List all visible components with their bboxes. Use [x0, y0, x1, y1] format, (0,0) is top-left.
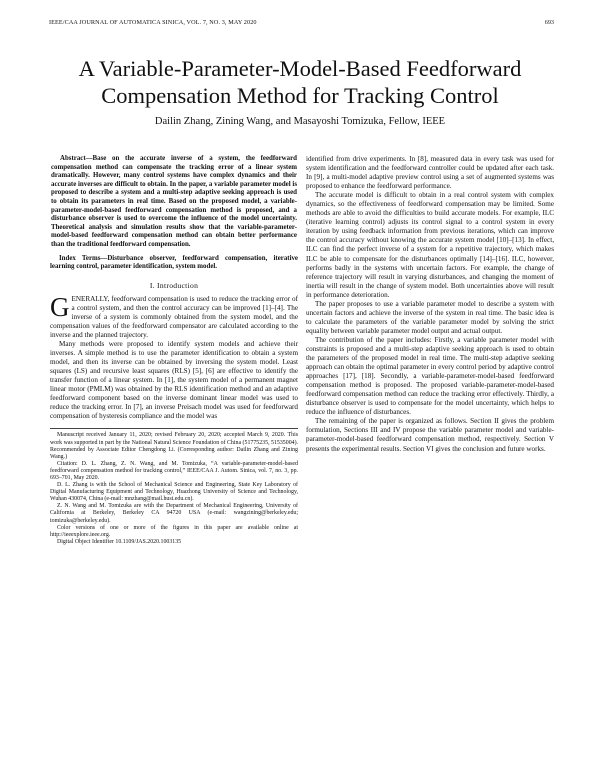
right-column — [306, 155, 554, 454]
footnotes — [50, 428, 298, 546]
left-column — [50, 155, 298, 546]
footnote-affiliation-1: D. L. Zhang is with the School of Mechanical Science and Engineering, State Key Laboratory of Digital Manufacturing Equipment and Technology, Huazhong University of Science and Technology, Wuhan 430074, China (e-mail: mnzhang@mail.hust.edu.cn). — [50, 482, 298, 503]
abstract-text: Abstract—Base on the accurate inverse of a system, the feedforward compensation method can compensate the tracking error of a linear system dramatically. However, many control systems have complex dynamics and their accurate inverses are difficult to obtain. In the paper, a variable parameter model is proposed to describe a system and a multi-step adaptive seeking approach is used to obtain its parameters in real time. Based on the proposed model, a variable-parameter-model-based feedforward compensation method is proposed, and a disturbance observer is used to overcome the influence of the model uncertainty. Theoretical analysis and simulation results show that the variable-parameter-model-based feedforward compensation method can obtain better performance than the traditional feedforward compensation. — [51, 155, 297, 248]
page-number: 693 — [544, 19, 554, 26]
body-paragraph-1: identified from drive experiments. In [8], measured data in every task was used for system identification and the feedforward controller could be updated after each task. In [9], a multi-model adaptive preview control using a set of augmented systems was proposed to enhance the feedforward performance. — [306, 155, 554, 191]
body-paragraph-4: The contribution of the paper includes: Firstly, a variable parameter model with constraints is proposed and a multi-step adaptive seeking approach is used to obtain the parameters of the proposed model in real time. The multi-step adaptive seeking approach can obtain the optimal parameter in every control period by adaptive control approaches [17], [18]. Secondly, a variable-parameter-model-based feedforward compensation method is proposed. The proposed variable-parameter-model-based feedforward compensation method can reduce the tracking error effectively. Thirdly, a disturbance observer is used to compensate for the model uncertainty, which helps to reduce the influence of disturbances. — [306, 335, 554, 417]
footnote-citation: Citation: D. L. Zhang, Z. N. Wang, and M. Tomizuka, “A variable-parameter-model-based feedforward compensation method for tracking control,” IEEE/CAA J. Autom. Sinica, vol. 7, no. 3, pp. 693–701, May 2020. — [50, 460, 298, 481]
author-line: Dailin Zhang, Zining Wang, and Masayoshi Tomizuka, Fellow, IEEE — [154, 116, 446, 127]
footnote-color-versions: Color versions of one or more of the figures in this paper are available online at http://ieeexplore.ieee.org. — [50, 524, 298, 538]
footnote-manuscript: Manuscript received January 11, 2020; revised February 20, 2020; accepted March 9, 2020. This work was supported in part by the National Natural Science Foundation of China (51775235, 51535004). Recommended by Associate Editor Chengdong Li. (Corresponding author: Dailin Zhang and Zining Wang.) — [50, 432, 299, 460]
drop-cap: G — [50, 291, 70, 322]
body-paragraph-3: The paper proposes to use a variable parameter model to describe a system with uncertain factors and achieve the inverse of the system in real time. The basic idea is to calculate the parameters of the variable parameter model by solving the strict equality between variable parameter model output and actual output. — [306, 299, 554, 335]
abstract — [50, 155, 298, 250]
intro-paragraph-1 — [50, 291, 298, 340]
section-heading: I. Introduction — [149, 280, 199, 290]
body-paragraph-5: The remaining of the paper is organized as follows. Section II gives the problem formulation, Sections III and IV propose the variable parameter model and variable-parameter-model-based feedforward compensation method, respectively. Section V presents the experimental results. Section VI gives the conclusion and future works. — [306, 417, 554, 453]
index-terms-text: Index Terms—Disturbance observer, feedforward compensation, iterative learning control, parameter identification, system model. — [50, 254, 298, 271]
footnote-affiliation-2: Z. N. Wang and M. Tomizuka are with the Department of Mechanical Engineering, University of California at Berkeley, Berkeley CA 94720 USA (e-mail: wangzining@berkeley.edu; tomizuka@berkeley.edu). — [50, 503, 298, 524]
intro-paragraph-1-text: ENERALLY, feedforward compensation is used to reduce the tracking error of a control system, and then the control accuracy can be improved [1]–[4]. The inverse of a system is commonly obtained from the system model, and the compensation values of the feedforward compensator are calculated according to the inverse and the planned trajectory. — [50, 294, 298, 339]
paper-title: A Variable-Parameter-Model-Based Feedforward Compensation Method for Tracking Control — [78, 56, 522, 108]
footnote-doi: Digital Object Identifier 10.1109/JAS.2020.1003135 — [57, 538, 182, 545]
index-terms — [50, 255, 298, 272]
intro-paragraph-2: Many methods were proposed to identify system models and achieve their inverses. A simple method is to use the parameter identification to obtain a system model, and then its inverse can be obtained by inversing the system model. Least squares (LS) and recursive least squares (RLS) [5], [6] are effective to identify the transfer function of a linear system. In [1], the system model of a permanent magnet linear motor (PMLM) was obtained by the RLS identification method and an adaptive feedforward component based on the inverse dominant linear model was used to reduce the tracking error. In [7], an inverse Preisach model was used for feedforward compensation of hysteresis compliance and the model was — [50, 340, 298, 421]
body-paragraph-2: The accurate model is difficult to obtain in a real control system with complex dynamics, so the effectiveness of feedforward compensation may be limited. Some methods are able to avoid the difficulties to build accurate models. For example, ILC (iterative learning control) adjusts its control signal to a control system in every iteration by using feedback information from previous iterations, which can improve the control accuracy without knowing the accurate system model [10]–[13]. In effect, ILC can find the perfect inverse of a system for a repetitive trajectory, which makes ILC be able to compensate for the disturbances optimally [14]–[16]. ILC, however, performs badly in the systems with uncertain factors. For example, the change of reference trajectory will result in varying disturbances, and changing the moment of inertia will result in the change of system model. Both uncertainties above will result in performance deterioration. — [306, 191, 554, 299]
running-header: IEEE/CAA JOURNAL OF AUTOMATICA SINICA, VOL. 7, NO. 3, MAY 2020 — [49, 19, 257, 26]
